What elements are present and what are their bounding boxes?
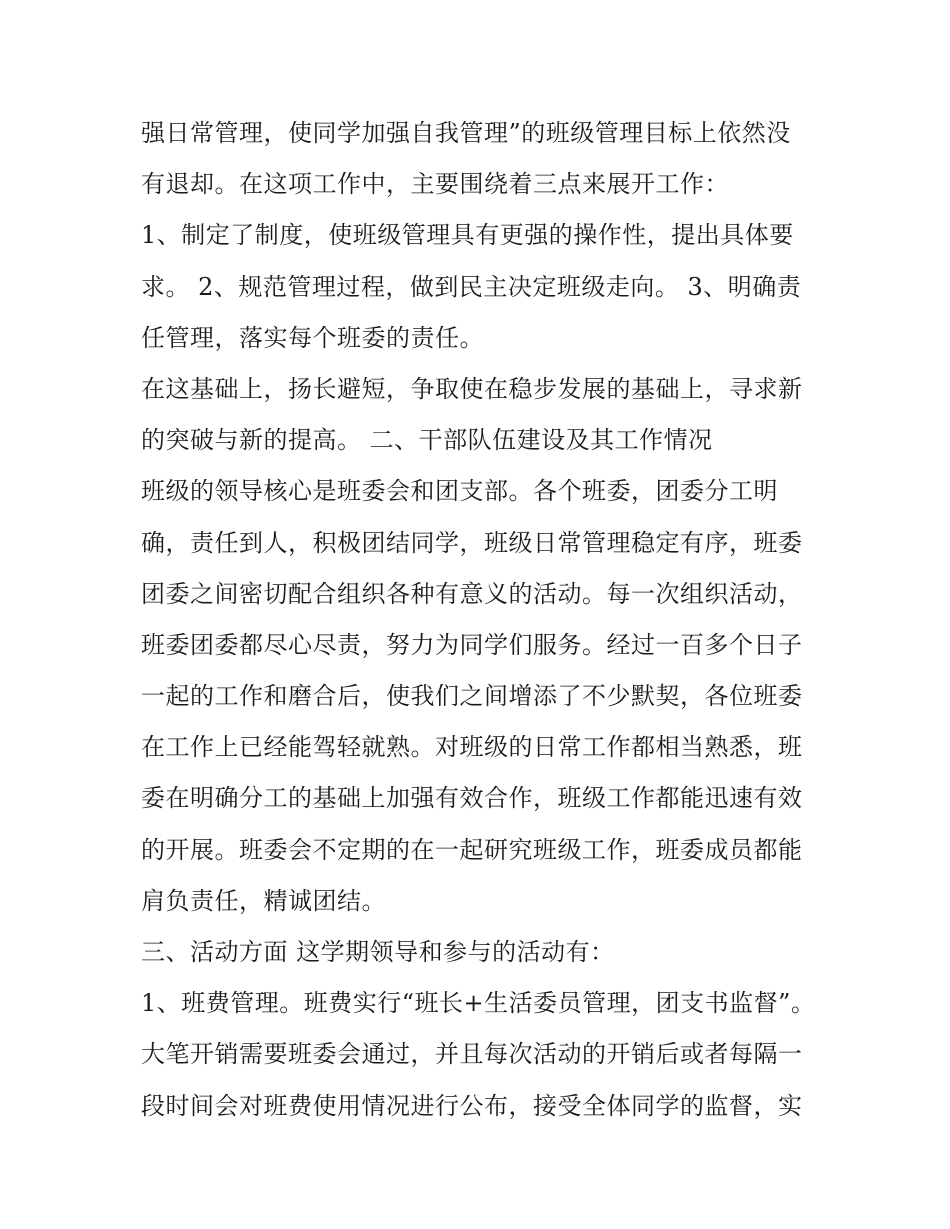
text-line: 段时间会对班费使用情况进行公布，接受全体同学的监督，实 <box>141 1091 803 1120</box>
text-line: 1、制定了制度，使班级管理具有更强的操作性，提出具体要 <box>141 221 794 250</box>
text-line: 求。 2、规范管理过程，做到民主决定班级走向。 3、明确责 <box>141 272 802 301</box>
text-line: 确，责任到人，积极团结同学，班级日常管理稳定有序，班委 <box>141 528 803 557</box>
text-line: 在这基础上，扬长避短，争取使在稳步发展的基础上，寻求新 <box>141 374 803 403</box>
text-line: 班委团委都尽心尽责，努力为同学们服务。经过一百多个日子 <box>141 630 803 659</box>
text-line: 的开展。班委会不定期的在一起研究班级工作，班委成员都能 <box>141 835 803 864</box>
text-line: 大笔开销需要班委会通过，并且每次活动的开销后或者每隔一 <box>141 1040 803 1069</box>
text-line: 团委之间密切配合组织各种有意义的活动。每一次组织活动， <box>141 579 803 608</box>
body-text <box>141 108 821 1132</box>
text-line: 三、活动方面 这学期领导和参与的活动有： <box>141 938 615 966</box>
text-line: 1、班费管理。班费实行“班长+生活委员管理，团支书监督”。 <box>141 989 816 1018</box>
text-line: 委在明确分工的基础上加强有效合作，班级工作都能迅速有效 <box>141 784 803 813</box>
text-line: 一起的工作和磨合后，使我们之间增添了不少默契，各位班委 <box>141 682 803 711</box>
text-line: 任管理，落实每个班委的责任。 <box>141 323 484 352</box>
text-line: 班级的领导核心是班委会和团支部。各个班委，团委分工明 <box>141 477 778 506</box>
text-line: 的突破与新的提高。 二、干部队伍建设及其工作情况 <box>141 426 713 455</box>
text-line: 强日常管理，使同学加强自我管理”的班级管理目标上依然没 <box>141 119 791 147</box>
text-line: 在工作上已经能驾轻就熟。对班级的日常工作都相当熟悉，班 <box>141 733 803 762</box>
text-line: 肩负责任，精诚团结。 <box>141 886 386 915</box>
text-line: 有退却。在这项工作中，主要围绕着三点来展开工作： <box>141 170 729 199</box>
